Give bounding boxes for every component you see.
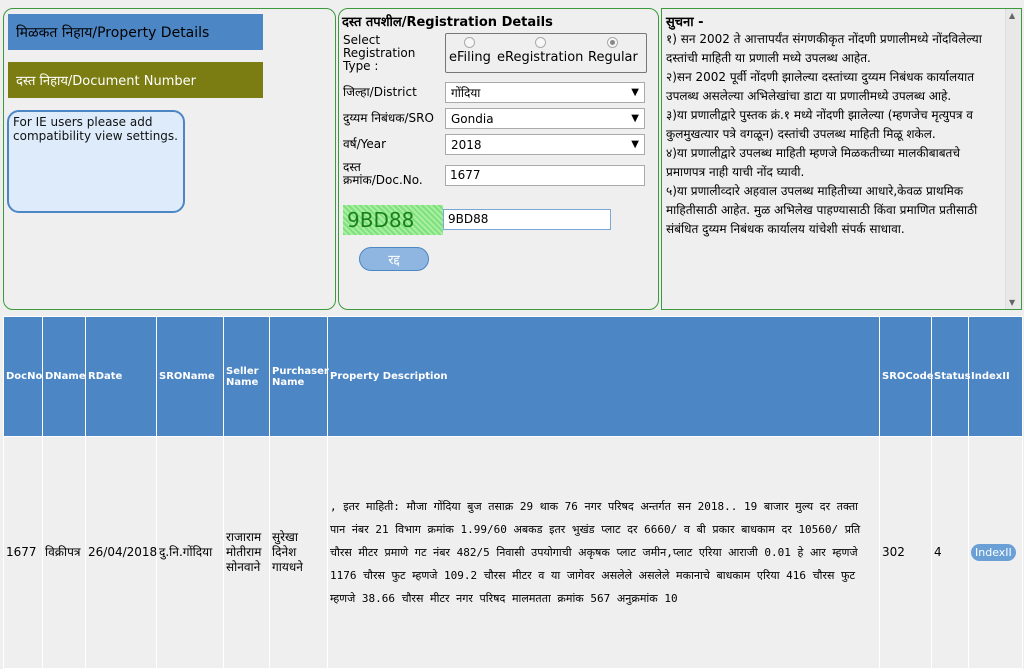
scroll-down-icon[interactable]: ▼ — [1009, 298, 1016, 307]
left-panel — [3, 8, 336, 310]
property-details-tab[interactable]: मिळकत निहाय/Property Details — [8, 14, 263, 50]
district-select[interactable] — [445, 82, 645, 103]
doc-number-input[interactable]: 1677 — [445, 165, 645, 186]
sro-value: Gondia — [451, 111, 494, 126]
cell-indexii — [969, 437, 1023, 669]
col-header-purchaser: Purchaser Name — [270, 317, 328, 437]
col-header-rdate: RDate — [86, 317, 157, 437]
doc-number-label: दस्त क्रमांक/Doc.No. — [343, 160, 423, 187]
sro-select[interactable] — [445, 108, 645, 129]
district-value: गोंदिया — [451, 86, 481, 100]
registration-details-panel — [338, 8, 659, 310]
radio-efiling-label: eFiling — [449, 50, 491, 65]
col-header-indexii: IndexII — [969, 317, 1023, 437]
radio-regular-circle[interactable] — [607, 37, 618, 48]
captcha-image: 9BD88 — [343, 205, 443, 235]
year-label: वर्ष/Year — [343, 137, 387, 151]
col-header-description: Property Description — [328, 317, 880, 437]
cell-seller: राजाराम मोतीराम सोनवाने — [224, 437, 270, 669]
radio-eregistration-label: eRegistration — [497, 50, 584, 65]
year-value: 2018 — [451, 137, 482, 152]
notice-line-2: २)सन 2002 पूर्वी नोंदणी झालेल्या दस्तांच्या दुय्यम निबंधक कार्यालयात उपलब्ध असलेल्या अभिलेखांचा डाटा या प्रणालीमध्ये उपलब्ध आहे. — [666, 70, 975, 103]
cell-description: , इतर माहिती: मौजा गोंदिया बुज तसाक्र 29 थाक 76 नगर परिषद अन्तर्गत सन 2018.. 19 बाजार मुल्य दर तक्ता पान नंबर 21 विभाग क्रमांक 1.99/60 अबकड इतर भुखंड प्लाट दर 6660/ व बी प्रकार बाधकाम दर 10560/ प्रति चौरस मीटर प्रमाणे गट नंबर 482/5 निवासी उपयोगाची अकृषक प्लाट जमीन,प्लाट एरिया आराजी 0.01 हे आर म्हणजे 1176 चौरस फुट म्हणजे 109.2 चौरस मीटर व या जागेवर असलेले असलेले मकानाचे बाधकाम एरिया 416 चौरस फुट म्हणजे 38.66 चौरस मीटर नगर परिषद मालमतता क्रमांक 567 अनुक्रमांक 10 — [328, 437, 880, 669]
registration-type-group — [445, 33, 647, 73]
results-table — [3, 316, 1023, 669]
chevron-down-icon: ▼ — [631, 87, 639, 98]
radio-efiling[interactable] — [449, 37, 491, 65]
col-header-sroname: SROName — [157, 317, 224, 437]
radio-eregistration-circle[interactable] — [535, 37, 546, 48]
col-header-docno: DocNo — [4, 317, 43, 437]
document-number-tab[interactable]: दस्त निहाय/Document Number — [8, 62, 263, 98]
cell-rdate: 26/04/2018 — [86, 437, 157, 669]
cell-sroname: दु.नि.गोंदिया — [157, 437, 224, 669]
district-label: जिल्हा/District — [343, 85, 417, 99]
notice-line-3: ३)या प्रणालीद्वारे पुस्तक क्रं.१ मध्ये नोंदणी झालेल्या (म्हणजेच मृत्युपत्र व कुलमुखत्यार पत्रे वगळून) दस्तांची उपलब्ध माहिती मिळू शकेल. — [666, 108, 973, 141]
table-header-row — [4, 317, 1023, 437]
cell-purchaser: सुरेखा दिनेश गायधने — [270, 437, 328, 669]
radio-eregistration[interactable] — [497, 37, 583, 65]
cell-docno: 1677 — [4, 437, 43, 669]
indexii-button[interactable]: IndexII — [971, 544, 1016, 561]
col-header-seller: Seller Name — [224, 317, 270, 437]
notice-line-1: १) सन 2002 ते आत्तापर्यंत संगणकीकृत नोंदणी प्रणालीमध्ये नोंदविलेल्या दस्तांची माहिती या प्रणाली मध्ये उपलब्ध आहेत. — [666, 32, 982, 65]
notice-title: सुचना - — [666, 15, 704, 30]
notice-body — [666, 30, 1002, 239]
col-header-dname: DName — [43, 317, 86, 437]
notice-scrollbar[interactable] — [1005, 9, 1021, 309]
year-select[interactable] — [445, 134, 645, 155]
radio-efiling-circle[interactable] — [464, 37, 475, 48]
scroll-up-icon[interactable]: ▲ — [1009, 11, 1016, 20]
notice-line-5: ५)या प्रणालीव्दारे अहवाल उपलब्ध माहितीच्या आधारे,केवळ प्राथमिक माहितीसाठी आहेत. मुळ अभिलेख पाहण्यासाठी किंवा प्रमाणित प्रतीसाठी संबंधित दुय्यम निबंधक कार्यालय यांचेशी संपर्क साधावा. — [666, 184, 978, 236]
sro-label: दुय्यम निबंधक/SRO — [343, 111, 434, 125]
cell-dname: विक्रीपत्र — [43, 437, 86, 669]
registration-type-label: Select Registration Type : — [343, 33, 416, 73]
cell-srocode: 302 — [880, 437, 932, 669]
notice-line-4: ४)या प्रणालीद्वारे उपलब्ध माहिती म्हणजे मिळकतीच्या मालकीबाबतचे प्रमाणपत्र नाही याची नोंद घ्यावी. — [666, 146, 961, 179]
table-row — [4, 437, 1023, 669]
radio-regular-label: Regular — [588, 50, 638, 65]
radio-regular[interactable] — [588, 37, 638, 65]
registration-details-title: दस्त तपशील/Registration Details — [342, 15, 553, 30]
chevron-down-icon: ▼ — [631, 139, 639, 150]
chevron-down-icon: ▼ — [631, 113, 639, 124]
ie-compatibility-note: For IE users please add compatibility view settings. — [7, 110, 185, 213]
notice-panel — [661, 8, 1022, 310]
cancel-button[interactable]: रद्द — [359, 247, 429, 271]
col-header-srocode: SROCode — [880, 317, 932, 437]
cell-status: 4 — [932, 437, 969, 669]
captcha-input[interactable]: 9BD88 — [443, 209, 611, 230]
col-header-status: Status — [932, 317, 969, 437]
